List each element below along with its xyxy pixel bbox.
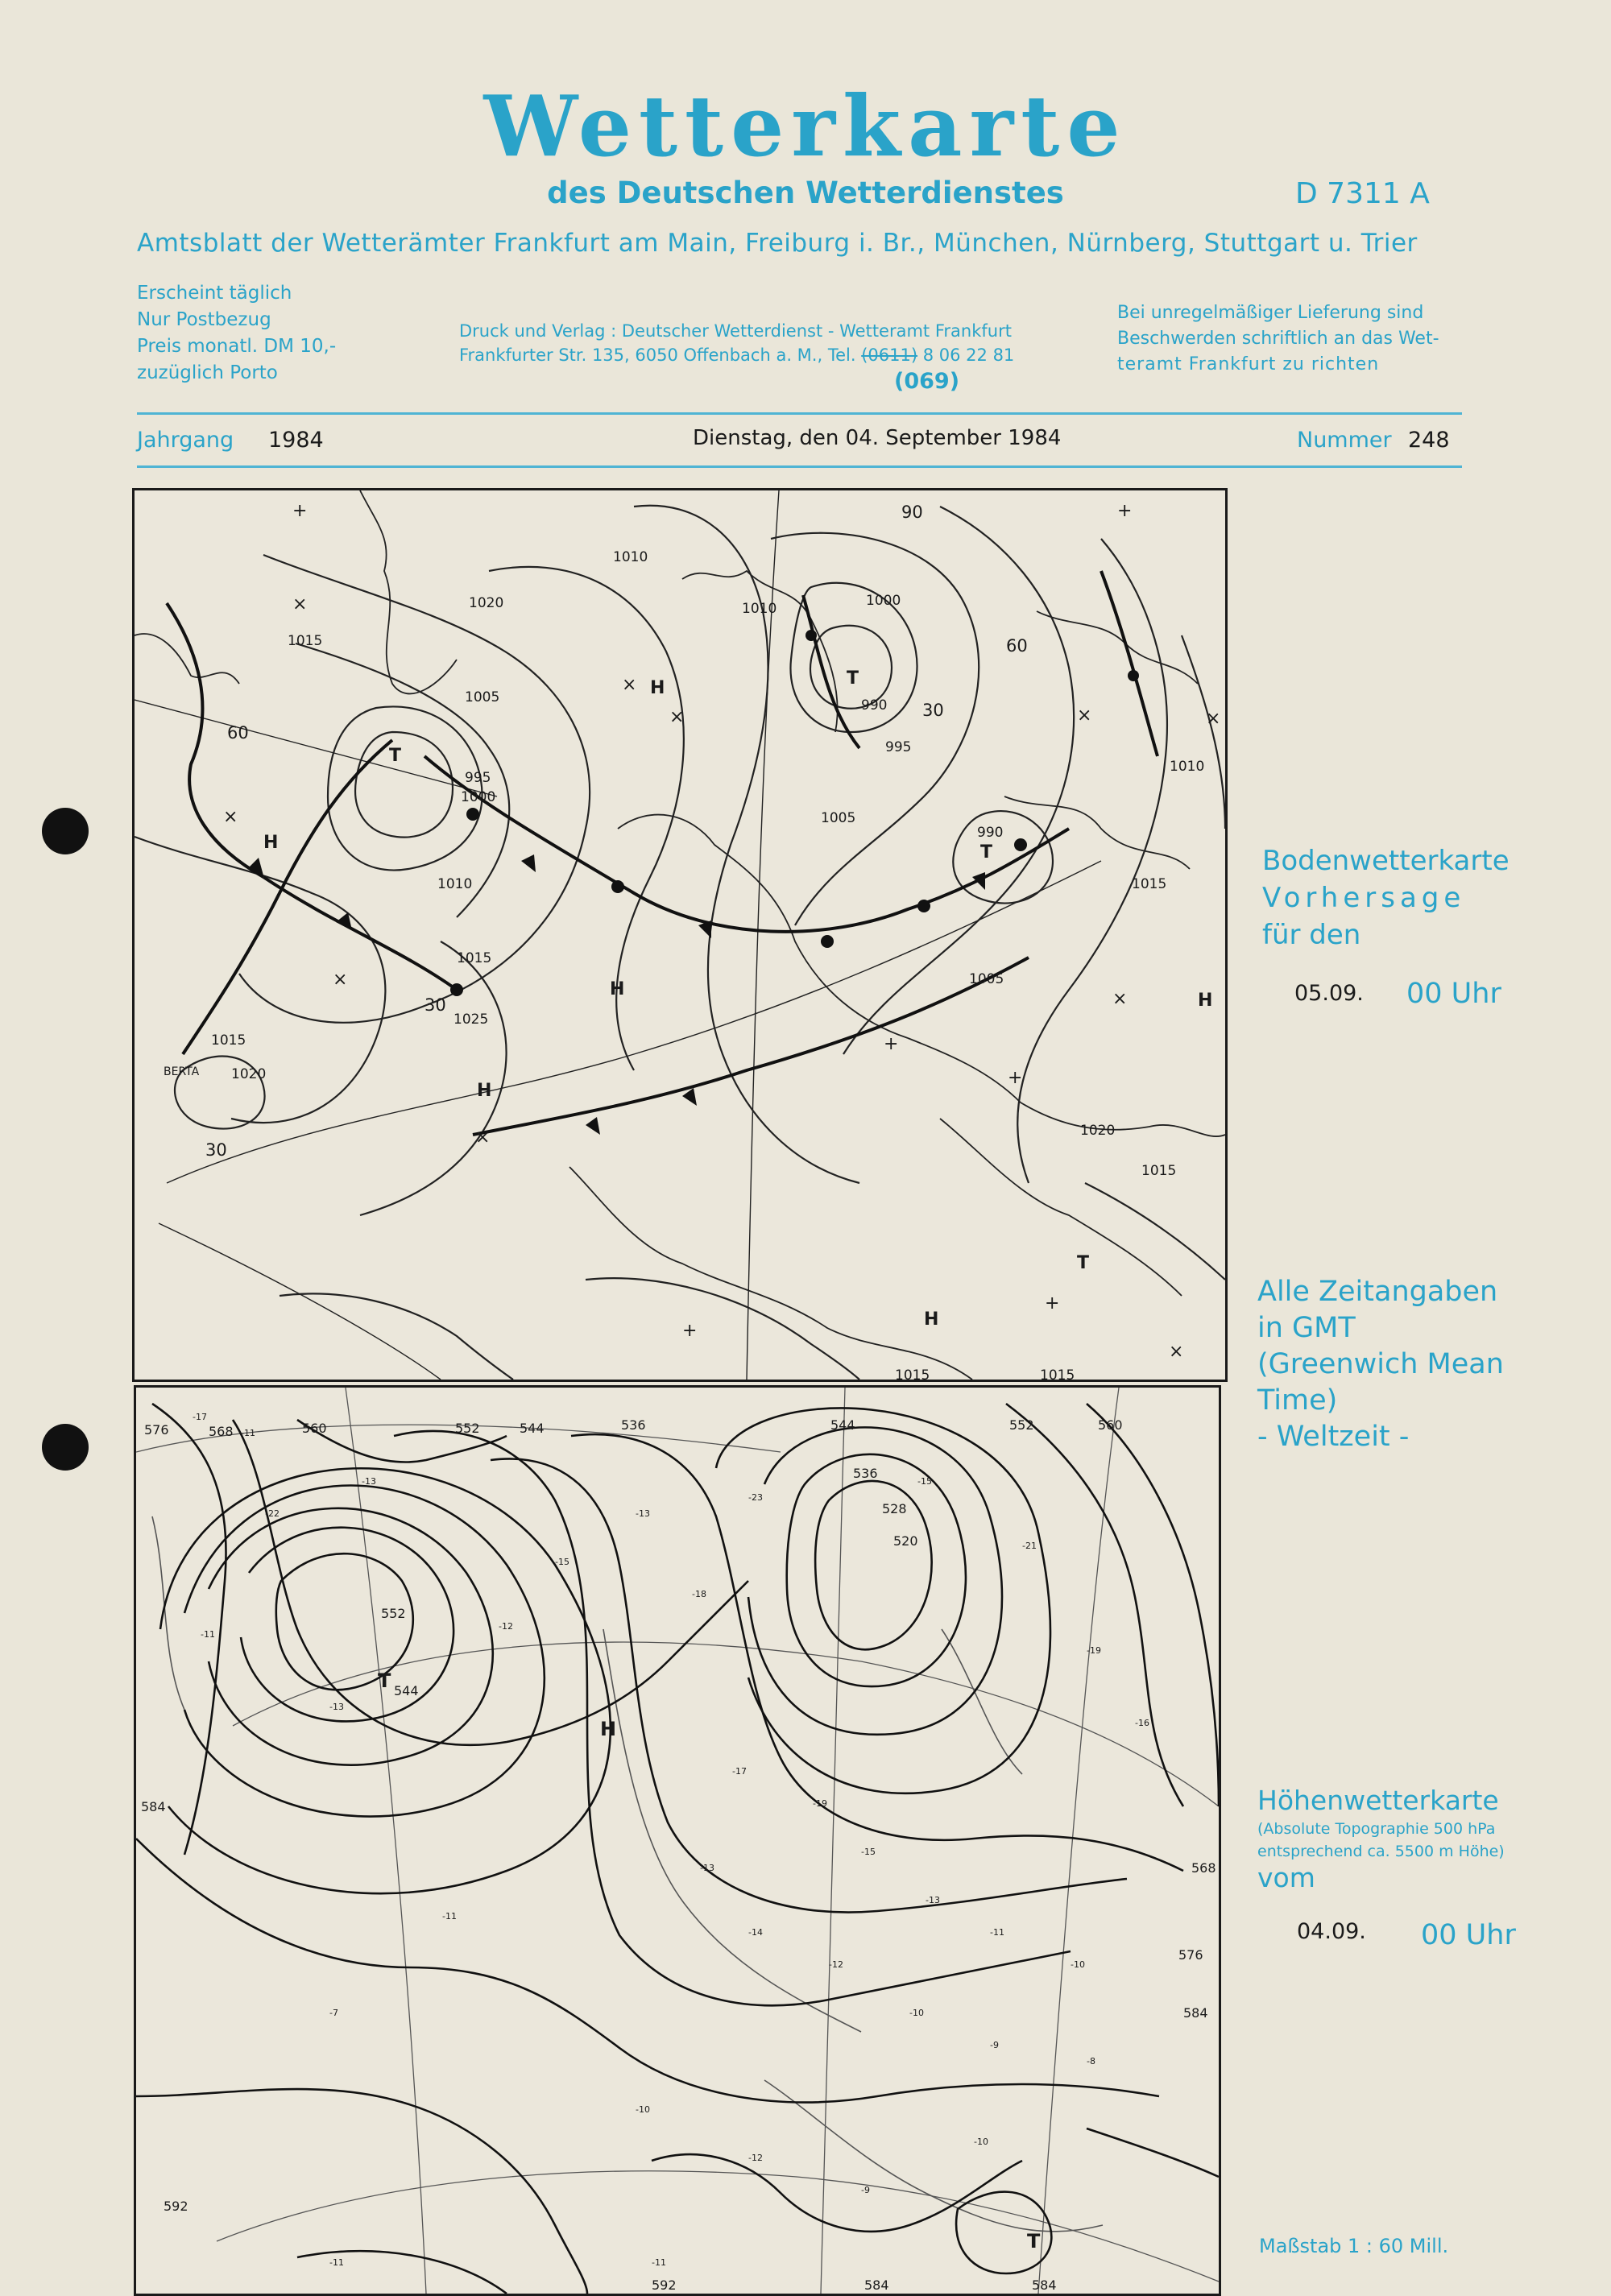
contour-label: 520 <box>893 1533 918 1549</box>
svg-text:×: × <box>669 707 685 727</box>
contour-label: 544 <box>830 1417 855 1433</box>
svg-text:-19: -19 <box>1087 1645 1101 1656</box>
contour-label: 552 <box>455 1421 480 1436</box>
isobar-label: 1025 <box>453 1011 489 1028</box>
contour-label: 584 <box>1183 2005 1208 2021</box>
isobar-label: 1015 <box>1141 1163 1177 1179</box>
svg-text:-9: -9 <box>861 2185 870 2195</box>
svg-text:×: × <box>475 1127 491 1148</box>
isobar-label: 1020 <box>231 1066 267 1082</box>
amtsblatt-line: Amtsblatt der Wetterämter Frankfurt am Main, Freiburg i. Br., München, Nürnberg, Stuttgart u. Trier <box>137 229 1418 258</box>
contour-label: 568 <box>209 1424 234 1439</box>
low-pressure-center: T <box>980 842 993 863</box>
publisher-line: Druck und Verlag : Deutscher Wetterdienst - Wetteramt Frankfurt <box>459 321 1012 341</box>
latitude-label: 60 <box>227 723 249 743</box>
isobar-label: 1000 <box>461 789 496 805</box>
svg-text:×: × <box>1112 989 1128 1009</box>
contour-label: 552 <box>1009 1417 1034 1433</box>
svg-text:-13: -13 <box>329 1702 344 1712</box>
high-pressure-center: H <box>477 1081 492 1101</box>
contour-label: 584 <box>1032 2277 1057 2293</box>
issue-number: 248 <box>1408 428 1450 453</box>
upper-map-note-line: (Absolute Topographie 500 hPa <box>1257 1820 1496 1838</box>
svg-text:-17: -17 <box>732 1766 747 1777</box>
subscription-line: zuzüglich Porto <box>137 362 278 383</box>
svg-text:-7: -7 <box>329 2008 338 2018</box>
svg-text:×: × <box>622 675 637 695</box>
surface-map-title: Bodenwetterkarte <box>1262 845 1510 877</box>
surface-weather-map <box>132 488 1228 1382</box>
low-pressure-center: T <box>1027 2230 1041 2253</box>
contour-label: 544 <box>520 1421 545 1436</box>
complaint-info <box>1117 300 1439 378</box>
upper-map-date: 04.09. <box>1297 1919 1366 1944</box>
contour-label: 560 <box>1098 1417 1123 1433</box>
contour-label: 592 <box>164 2199 188 2214</box>
contour-label: 528 <box>882 1501 907 1516</box>
latitude-label: 90 <box>901 503 923 522</box>
isobar-label: 1010 <box>437 876 473 892</box>
upper-map-drawing <box>136 1388 1219 2294</box>
isobar-label: 1000 <box>866 593 901 609</box>
upper-map-note <box>1257 1818 1505 1863</box>
complaint-line: Bei unregelmäßiger Lieferung sind <box>1117 303 1424 323</box>
svg-text:-21: -21 <box>1022 1541 1037 1551</box>
contour-label: 536 <box>621 1417 646 1433</box>
high-pressure-center: H <box>924 1309 939 1330</box>
bottom-rule <box>137 465 1462 468</box>
address-text: Frankfurter Str. 135, 6050 Offenbach a. M., Tel. <box>459 345 856 365</box>
svg-text:×: × <box>1169 1342 1184 1362</box>
svg-text:-11: -11 <box>241 1428 255 1438</box>
contour-label: 576 <box>1178 1947 1203 1963</box>
masthead-subtitle: des Deutschen Wetterdienstes <box>547 176 1064 210</box>
upper-map-time: 00 Uhr <box>1421 1919 1516 1951</box>
time-note <box>1257 1274 1504 1455</box>
contour-label: 592 <box>652 2277 677 2293</box>
contour-label: 544 <box>394 1683 419 1698</box>
publisher-info <box>459 319 1014 367</box>
contour-label: 552 <box>381 1606 406 1621</box>
svg-text:-15: -15 <box>861 1847 876 1857</box>
svg-text:×: × <box>223 807 238 827</box>
svg-text:-11: -11 <box>652 2257 666 2268</box>
subscription-line: Erscheint täglich <box>137 283 292 304</box>
complaint-line: teramt Frankfurt zu richten <box>1117 354 1380 374</box>
issue-date: Dienstag, den 04. September 1984 <box>693 426 1062 450</box>
publisher-address <box>459 343 1014 367</box>
svg-text:×: × <box>1077 705 1092 726</box>
svg-text:+: + <box>292 501 308 521</box>
low-pressure-center: T <box>378 1669 391 1692</box>
new-area-code: (069) <box>894 369 960 394</box>
latitude-label: 30 <box>205 1140 227 1160</box>
punch-hole <box>42 808 89 854</box>
svg-text:-9: -9 <box>990 2040 999 2050</box>
time-note-line: - Weltzeit - <box>1257 1421 1410 1453</box>
isobar-label: 1010 <box>613 549 648 565</box>
svg-text:×: × <box>333 970 348 990</box>
low-pressure-center: T <box>389 746 402 766</box>
svg-text:×: × <box>1206 709 1221 729</box>
isobar-label: 995 <box>465 770 491 786</box>
subscription-line: Preis monatl. DM 10,- <box>137 336 337 357</box>
surface-map-caption <box>1262 842 1510 954</box>
surface-map-time: 00 Uhr <box>1406 978 1501 1010</box>
contour-label: 584 <box>864 2277 889 2293</box>
high-pressure-center: H <box>650 678 665 698</box>
upper-map-note-line: entsprechend ca. 5500 m Höhe) <box>1257 1843 1505 1860</box>
svg-text:-8: -8 <box>1087 2056 1095 2066</box>
surface-map-drawing <box>135 490 1225 1380</box>
high-pressure-center: H <box>263 833 279 853</box>
year-value: 1984 <box>268 428 324 453</box>
isobar-label: 995 <box>885 739 912 755</box>
phone-number: 8 06 22 81 <box>922 345 1015 365</box>
latitude-label: 30 <box>922 701 944 720</box>
svg-text:-11: -11 <box>329 2257 344 2268</box>
publication-code: D 7311 A <box>1295 177 1430 210</box>
svg-text:-10: -10 <box>909 2008 924 2018</box>
isobar-label: 1010 <box>742 601 777 617</box>
high-pressure-center: H <box>1198 991 1213 1011</box>
isobar-label: 1015 <box>211 1032 246 1049</box>
contour-label: 584 <box>141 1799 166 1814</box>
svg-text:-17: -17 <box>193 1412 207 1422</box>
svg-text:+: + <box>1008 1068 1023 1088</box>
isobar-label: 990 <box>861 697 888 714</box>
top-rule <box>137 412 1462 415</box>
svg-text:+: + <box>1117 501 1133 521</box>
svg-text:-12: -12 <box>499 1621 513 1632</box>
upper-map-vom: vom <box>1257 1862 1315 1893</box>
svg-text:-10: -10 <box>636 2104 650 2115</box>
for-date-label: für den <box>1262 919 1361 951</box>
svg-text:-13: -13 <box>362 1476 376 1487</box>
old-area-code: (0611) <box>861 345 918 365</box>
svg-text:+: + <box>1045 1293 1060 1313</box>
storm-name: BERTA <box>164 1065 200 1078</box>
isobar-label: 1005 <box>821 810 856 826</box>
year-label: Jahrgang <box>137 428 234 453</box>
forecast-label: Vorhersage <box>1262 882 1466 914</box>
contour-label: 568 <box>1191 1860 1216 1876</box>
time-note-line: Time) <box>1257 1384 1338 1417</box>
svg-text:-12: -12 <box>748 2153 763 2163</box>
high-pressure-center: H <box>600 1718 617 1740</box>
time-note-line: in GMT <box>1257 1312 1356 1344</box>
svg-text:-11: -11 <box>442 1911 457 1922</box>
isobar-label: 1005 <box>969 971 1004 987</box>
map-scale: Maßstab 1 : 60 Mill. <box>1259 2235 1449 2257</box>
upper-air-map <box>134 1385 1221 2296</box>
isobar-label: 1015 <box>288 633 323 649</box>
svg-text:-22: -22 <box>265 1508 280 1519</box>
svg-text:×: × <box>292 594 308 614</box>
isobar-label: 1020 <box>1080 1123 1116 1139</box>
latitude-label: 60 <box>1006 636 1028 656</box>
contour-label: 536 <box>853 1466 878 1481</box>
isobar-label: 1015 <box>1040 1367 1075 1380</box>
contour-label: 560 <box>302 1421 327 1436</box>
svg-text:-12: -12 <box>829 1959 843 1970</box>
svg-text:-15: -15 <box>555 1557 569 1567</box>
svg-text:-15: -15 <box>917 1476 932 1487</box>
number-label: Nummer <box>1297 428 1392 453</box>
svg-text:-13: -13 <box>700 1863 714 1873</box>
svg-text:-13: -13 <box>636 1508 650 1519</box>
svg-text:-23: -23 <box>748 1492 763 1503</box>
isobar-label: 1020 <box>469 595 504 611</box>
low-pressure-center: T <box>847 668 859 689</box>
contour-label: 576 <box>144 1422 169 1438</box>
isobar-label: 1005 <box>465 689 500 705</box>
punch-hole <box>42 1424 89 1471</box>
complaint-line: Beschwerden schriftlich an das Wet- <box>1117 329 1439 349</box>
svg-text:+: + <box>682 1321 698 1341</box>
subscription-line: Nur Postbezug <box>137 309 271 330</box>
isobar-label: 1015 <box>457 950 492 966</box>
surface-map-date: 05.09. <box>1294 981 1364 1006</box>
time-note-line: (Greenwich Mean <box>1257 1348 1504 1380</box>
masthead-title: Wetterkarte <box>483 77 1128 176</box>
isobar-label: 1015 <box>1132 876 1167 892</box>
upper-map-title: Höhenwetterkarte <box>1257 1785 1499 1816</box>
svg-text:-14: -14 <box>748 1927 763 1938</box>
svg-text:-10: -10 <box>974 2137 988 2147</box>
isobar-label: 1015 <box>895 1367 930 1380</box>
svg-text:-19: -19 <box>813 1798 827 1809</box>
svg-text:+: + <box>884 1034 899 1054</box>
subscription-info <box>137 280 336 387</box>
svg-text:-11: -11 <box>990 1927 1004 1938</box>
low-pressure-center: T <box>1077 1253 1090 1273</box>
latitude-label: 30 <box>424 995 446 1015</box>
svg-text:-10: -10 <box>1071 1959 1085 1970</box>
svg-text:-18: -18 <box>692 1589 706 1599</box>
high-pressure-center: H <box>610 979 625 999</box>
svg-text:-16: -16 <box>1135 1718 1149 1728</box>
svg-text:-11: -11 <box>201 1629 215 1640</box>
isobar-label: 990 <box>977 825 1004 841</box>
svg-text:-13: -13 <box>926 1895 940 1905</box>
time-note-line: Alle Zeitangaben <box>1257 1276 1498 1308</box>
isobar-label: 1010 <box>1170 759 1205 775</box>
